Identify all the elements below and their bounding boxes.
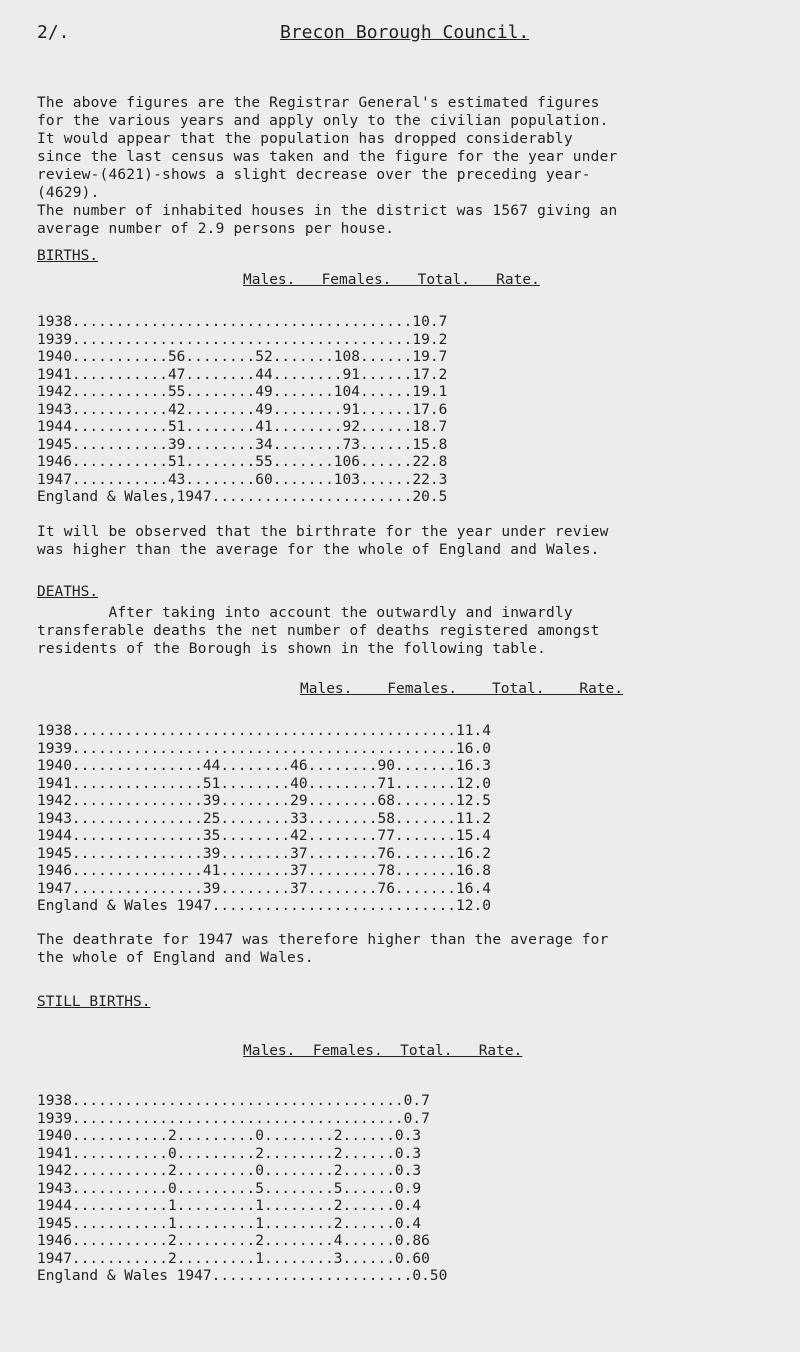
- still-births-table: [37, 1093, 757, 1286]
- births-table: [37, 314, 757, 507]
- deaths-table: [37, 723, 757, 916]
- births-row: England & Wales,1947.......................20.5: [37, 489, 448, 505]
- still-births-heading: STILL BIRTHS.: [37, 994, 151, 1010]
- still-births-row: 1946...........2.........2........4......0.86: [37, 1233, 430, 1249]
- deaths-row: 1941...............51........40........71.......12.0: [37, 775, 491, 792]
- still-births-row: 1944...........1.........1........2......0.4: [37, 1198, 422, 1214]
- deaths-row: 1945...............39........37........76.......16.2: [37, 845, 491, 862]
- births-row: 1943...........42........49........91......17.6: [37, 401, 448, 418]
- births-row: 1947...........43........60.......103......22.3: [37, 471, 448, 488]
- births-row: 1944...........51........41........92......18.7: [37, 419, 448, 435]
- deaths-column-headers: [300, 681, 623, 697]
- still-births-row: 1938......................................0.7: [37, 1093, 430, 1109]
- births-row: 1941...........47........44........91......17.2: [37, 366, 448, 383]
- deaths-row: 1939............................................16.0: [37, 740, 491, 757]
- deaths-row: 1944...............35........42........77.......15.4: [37, 828, 491, 844]
- births-column-headers: [243, 272, 540, 288]
- deaths-row: 1940...............44........46........90.......16.3: [37, 758, 491, 774]
- page-number: 2/.: [37, 22, 70, 43]
- intro-paragraph: The above figures are the Registrar General's estimated figures for the various years and apply only to the civilian population. It would appear that the population has dropped considerably since the last census was taken and the figure for the year under review-(4621)-shows a slight decrease over the preceding year- (4629). The number of inhabited houses in the district was 1567 giving an average number of 2.9 persons per house.: [37, 95, 618, 237]
- births-row: 1945...........39........34........73......15.8: [37, 436, 448, 453]
- births-row: 1938.......................................10.7: [37, 314, 448, 330]
- births-row: 1946...........51........55.......106......22.8: [37, 454, 448, 470]
- still-births-columns-label: Males. Females. Total. Rate.: [243, 1043, 523, 1059]
- deaths-row: 1946...............41........37........78.......16.8: [37, 863, 491, 879]
- still-births-row: 1940...........2.........0........2......0.3: [37, 1128, 422, 1144]
- still-births-row: 1941...........0.........2........2......0.3: [37, 1145, 422, 1162]
- births-heading: BIRTHS.: [37, 248, 99, 264]
- deaths-columns-label: Males. Females. Total. Rate.: [300, 681, 624, 697]
- still-births-row: England & Wales 1947.......................0.50: [37, 1268, 448, 1284]
- still-births-row: 1945...........1.........1........2......0.4: [37, 1215, 422, 1232]
- births-row: 1939.......................................19.2: [37, 331, 448, 348]
- births-row: 1942...........55........49.......104......19.1: [37, 384, 448, 400]
- births-columns-label: Males. Females. Total. Rate.: [243, 272, 540, 288]
- deaths-heading: DEATHS.: [37, 584, 99, 600]
- deaths-note: The deathrate for 1947 was therefore higher than the average for the whole of England and Wales.: [37, 932, 609, 966]
- deaths-row: England & Wales 1947............................12.0: [37, 898, 491, 914]
- still-births-row: 1939......................................0.7: [37, 1110, 430, 1127]
- deaths-row: 1943...............25........33........58.......11.2: [37, 810, 491, 827]
- still-births-row: 1942...........2.........0........2......0.3: [37, 1163, 422, 1179]
- deaths-intro: After taking into account the outwardly and inwardly transferable deaths the net number of deaths registered amongst residents of the Borough is shown in the following table.: [37, 605, 600, 657]
- still-births-row: 1947...........2.........1........3......0.60: [37, 1250, 430, 1267]
- deaths-row: 1947...............39........37........76.......16.4: [37, 880, 491, 897]
- still-births-column-headers: [243, 1043, 522, 1059]
- births-row: 1940...........56........52.......108......19.7: [37, 349, 448, 365]
- running-title: Brecon Borough Council.: [280, 22, 530, 43]
- deaths-row: 1938............................................11.4: [37, 723, 491, 739]
- deaths-row: 1942...............39........29........68.......12.5: [37, 793, 491, 809]
- still-births-row: 1943...........0.........5........5......0.9: [37, 1180, 422, 1197]
- births-note: It will be observed that the birthrate for the year under review was higher than the average for the whole of England and Wales.: [37, 524, 609, 558]
